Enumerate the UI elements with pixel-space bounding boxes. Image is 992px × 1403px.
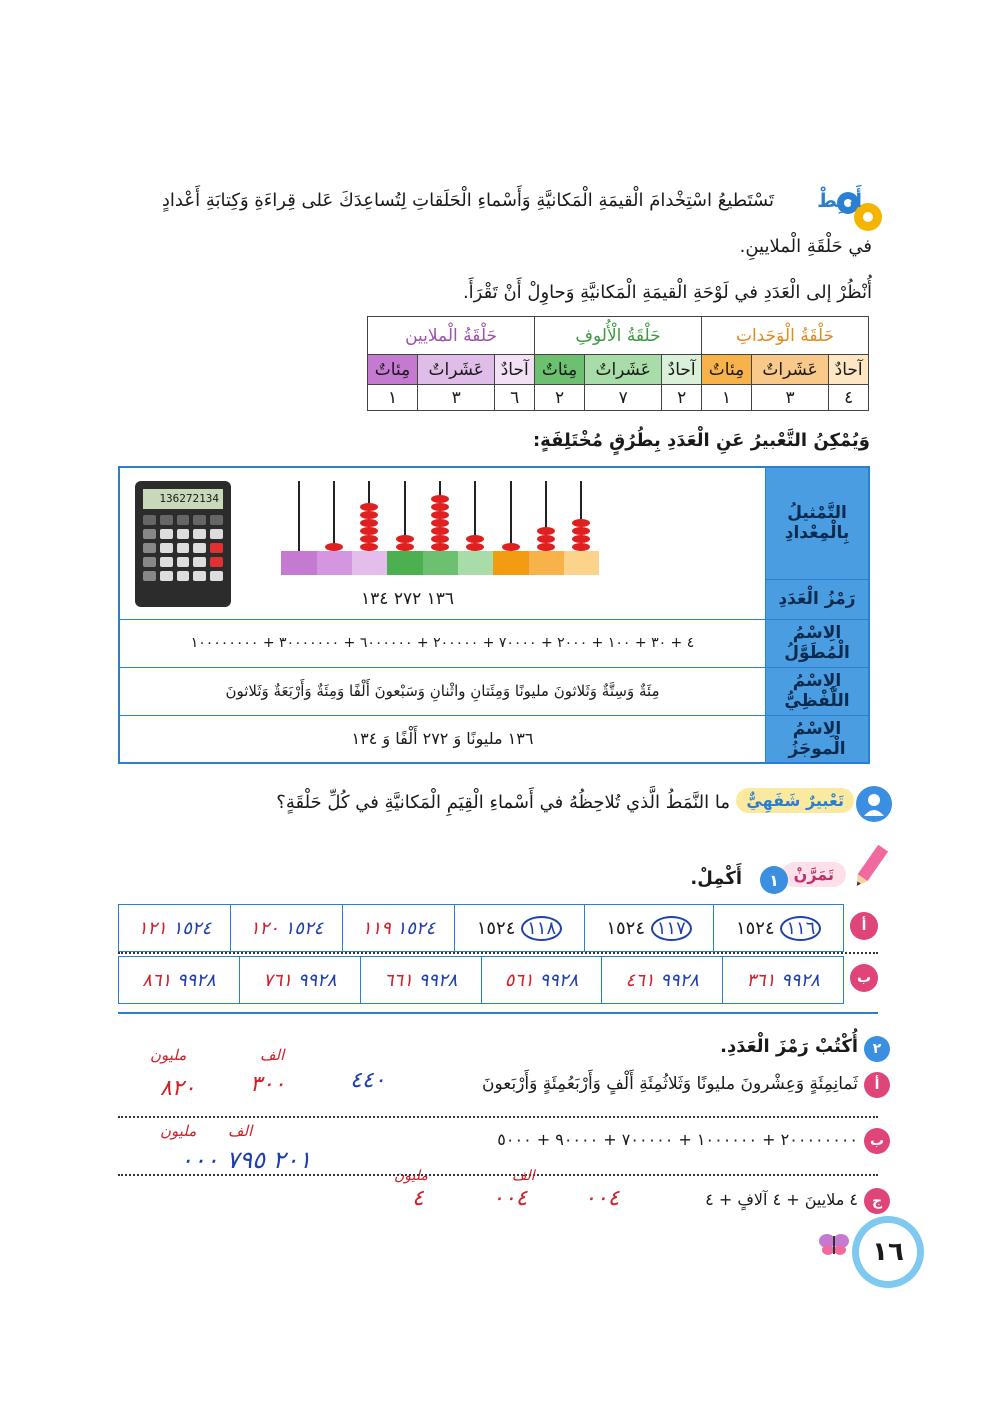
place-cell: عَشَراتٌ [751,355,828,385]
expanded-value: ٤ + ٣٠ + ١٠٠ + ٢٠٠٠ + ٧٠٠٠٠ + ٢٠٠٠٠٠ + ٦٠٠٠٠٠٠ + ٣٠٠٠٠٠٠٠ + ١٠٠٠٠٠٠٠٠ [119,619,766,667]
symbol-value: ١٣٦ ٢٧٢ ١٣٤ [361,589,455,610]
q2b-letter: ب [864,1128,890,1154]
row-b-cell: ٦٦١ ٩٩٢٨ [360,957,481,1004]
divider-dotted [118,1174,878,1176]
row-b-table [118,956,844,1004]
row-a-cell: ١١٧ ١٥٢٤ [584,905,714,952]
exercise-tag: تَمَرَّنْ [782,862,846,887]
abacus-label: التَّمْثيلُ بِالْمِعْدادِ [766,467,870,579]
q2a-answer-millions: ٨٢٠ [160,1076,196,1101]
q2c-letter: ج [864,1188,890,1214]
q1-number: ١ [760,866,788,894]
place-cell: مِئاتٌ [368,355,418,385]
row-a-letter: أ [850,912,878,940]
place-value-table [367,316,869,411]
page-number: ١٦ [859,1223,917,1281]
row-a-cell: ١٢٠ ١٥٢٤ [231,905,343,952]
divider-dotted [118,952,878,954]
digit-cell: ١ [368,385,418,411]
calculator-illustration [135,481,231,607]
place-cell: مِئاتٌ [535,355,585,385]
row-a-table [118,904,844,952]
row-b-cell: ٤٦١ ٩٩٢٨ [602,957,723,1004]
oral-question: ما النَّمَطُ الَّذي تُلاحِظُهُ في أَسْماءِ الْقِيَمِ الْمَكانيَّةِ في كُلِّ حَلْقَةٍ؟ [276,792,730,813]
symbol-label: رَمْزُ الْعَدَدِ [766,579,870,619]
digit-cell: ٣ [418,385,495,411]
q2b-note-thousand: الف [228,1122,253,1140]
q2b-note-million: مليون [160,1122,197,1140]
q2c-note-million: مليون [394,1168,428,1184]
digit-cell: ٧ [584,385,661,411]
digit-cell: ٢ [662,385,702,411]
word-value: مِئَةٌ وَسِتَّةٌ وَثَلاثونَ مليونًا وَمِئَتانِ واثْنانِ وَسَبْعونَ أَلْفًا وَمِئَةٌ وَأَرْبَعَةٌ وَثَلاثونَ [119,667,766,715]
section-divider [118,1012,878,1014]
speaker-icon [856,786,892,822]
period-units: حَلْقَةُ الْوَحَداتِ [702,317,869,355]
pencil-icon [852,842,888,892]
place-cell: مِئاتٌ [702,355,752,385]
q2-number: ٢ [864,1036,890,1062]
link-line1: تَسْتَطيعُ اسْتِخْدامَ الْقيمَةِ الْمَكانيَّةِ وَأَسْماءِ الْحَلَقاتِ لِتُساعِدَكَ عَلى قِراءَةِ وَكِتابَةِ أَعْدادٍ [161,190,774,211]
q2b-text: ٢٠٠٠٠٠٠٠٠ + ١٠٠٠٠٠٠ + ٧٠٠٠٠٠ + ٩٠٠٠٠ + ٥٠٠٠ [497,1130,858,1149]
short-value: ١٣٦ مليونًا وَ ٢٧٢ أَلْفًا وَ ١٣٤ [119,715,766,763]
oral-tag: تَعْبيرٌ شَفَهِيٌّ [736,788,854,813]
digit-cell: ١ [702,385,752,411]
digit-cell: ٢ [535,385,585,411]
q2a-text: ثَمانِمِئَةٍ وَعِشْرونَ مليونًا وَثَلاثُمِئَةِ أَلْفٍ وَأَرْبَعُمِئَةٍ وَأَرْبَعونَ [482,1074,858,1094]
q2c-answer-units: ٠٠٤ [584,1186,620,1211]
row-b-cell: ٣٦١ ٩٩٢٨ [723,957,844,1004]
digit-cell: ٤ [829,385,869,411]
link-tag: أَرْبِطْ [817,190,862,212]
q2-title: أُكْتُبْ رَمْزَ الْعَدَدِ. [720,1036,858,1057]
link-line2: في حَلْقَةِ الْملايينِ. [739,236,872,257]
butterfly-icon [818,1232,850,1256]
q2c-text: ٤ ملايينَ + ٤ آلافٍ + ٤ [705,1190,858,1209]
place-cell: آحادٌ [495,355,535,385]
q1-title: أَكْمِلْ. [690,868,742,889]
digit-cell: ٦ [495,385,535,411]
q2a-answer-units: ٤٤٠ [350,1068,386,1093]
abacus-illustration [271,481,611,581]
representations-table [118,466,870,764]
row-a-cell: ١٢١ ١٥٢٤ [119,905,231,952]
q2c-answer-thousands: ٠٠٤ [492,1186,528,1211]
q2c-answer-millions: ٤ [412,1186,424,1211]
expanded-label: الِاسْمُ الْمُطَوَّلُ [766,619,870,667]
q2a-letter: أ [864,1072,890,1098]
short-label: الِاسْمُ الْموجَزُ [766,715,870,763]
word-label: الِاسْمُ اللَّفْظِيُّ [766,667,870,715]
period-millions: حَلْقَةُ الْملايين [368,317,535,355]
q2a-answer-thousands: ٣٠٠ [250,1072,286,1097]
place-cell: آحادٌ [662,355,702,385]
q2a-note-thousand: الف [260,1046,285,1064]
row-a-cell: ١١٦ ١٥٢٤ [714,905,844,952]
calculator-display: 136272134 [143,489,223,509]
place-cell: آحادٌ [829,355,869,385]
period-thousands: حَلْقَةُ الْأُلوفِ [535,317,702,355]
ways-title: وَيُمْكِنُ التَّعْبيرُ عَنِ الْعَدَدِ بِطُرُقٍ مُخْتَلِفَةٍ: [532,430,870,451]
place-cell: عَشَراتٌ [584,355,661,385]
instruction: أُنْظُرْ إلى الْعَدَدِ في لَوْحَةِ الْقيمَةِ الْمَكانيَّةِ وَحاوِلْ أَنْ تَقْرَأَ. [462,282,872,303]
q2b-answer: ٢٠١ ٧٩٥ ٠٠٠ [180,1146,312,1174]
row-a-cell: ١١٩ ١٥٢٤ [343,905,455,952]
digit-cell: ٣ [751,385,828,411]
q2c-note-thousand: الف [512,1168,535,1184]
page-number-badge [852,1216,924,1288]
row-a-cell: ١١٨ ١٥٢٤ [455,905,585,952]
place-cell: عَشَراتٌ [418,355,495,385]
divider-dotted [118,1116,878,1118]
row-b-cell: ٨٦١ ٩٩٢٨ [119,957,240,1004]
row-b-cell: ٥٦١ ٩٩٢٨ [481,957,602,1004]
q2a-note-million: مليون [150,1046,187,1064]
row-b-cell: ٧٦١ ٩٩٢٨ [239,957,360,1004]
abacus-cell [119,467,766,619]
row-b-letter: ب [850,964,878,992]
